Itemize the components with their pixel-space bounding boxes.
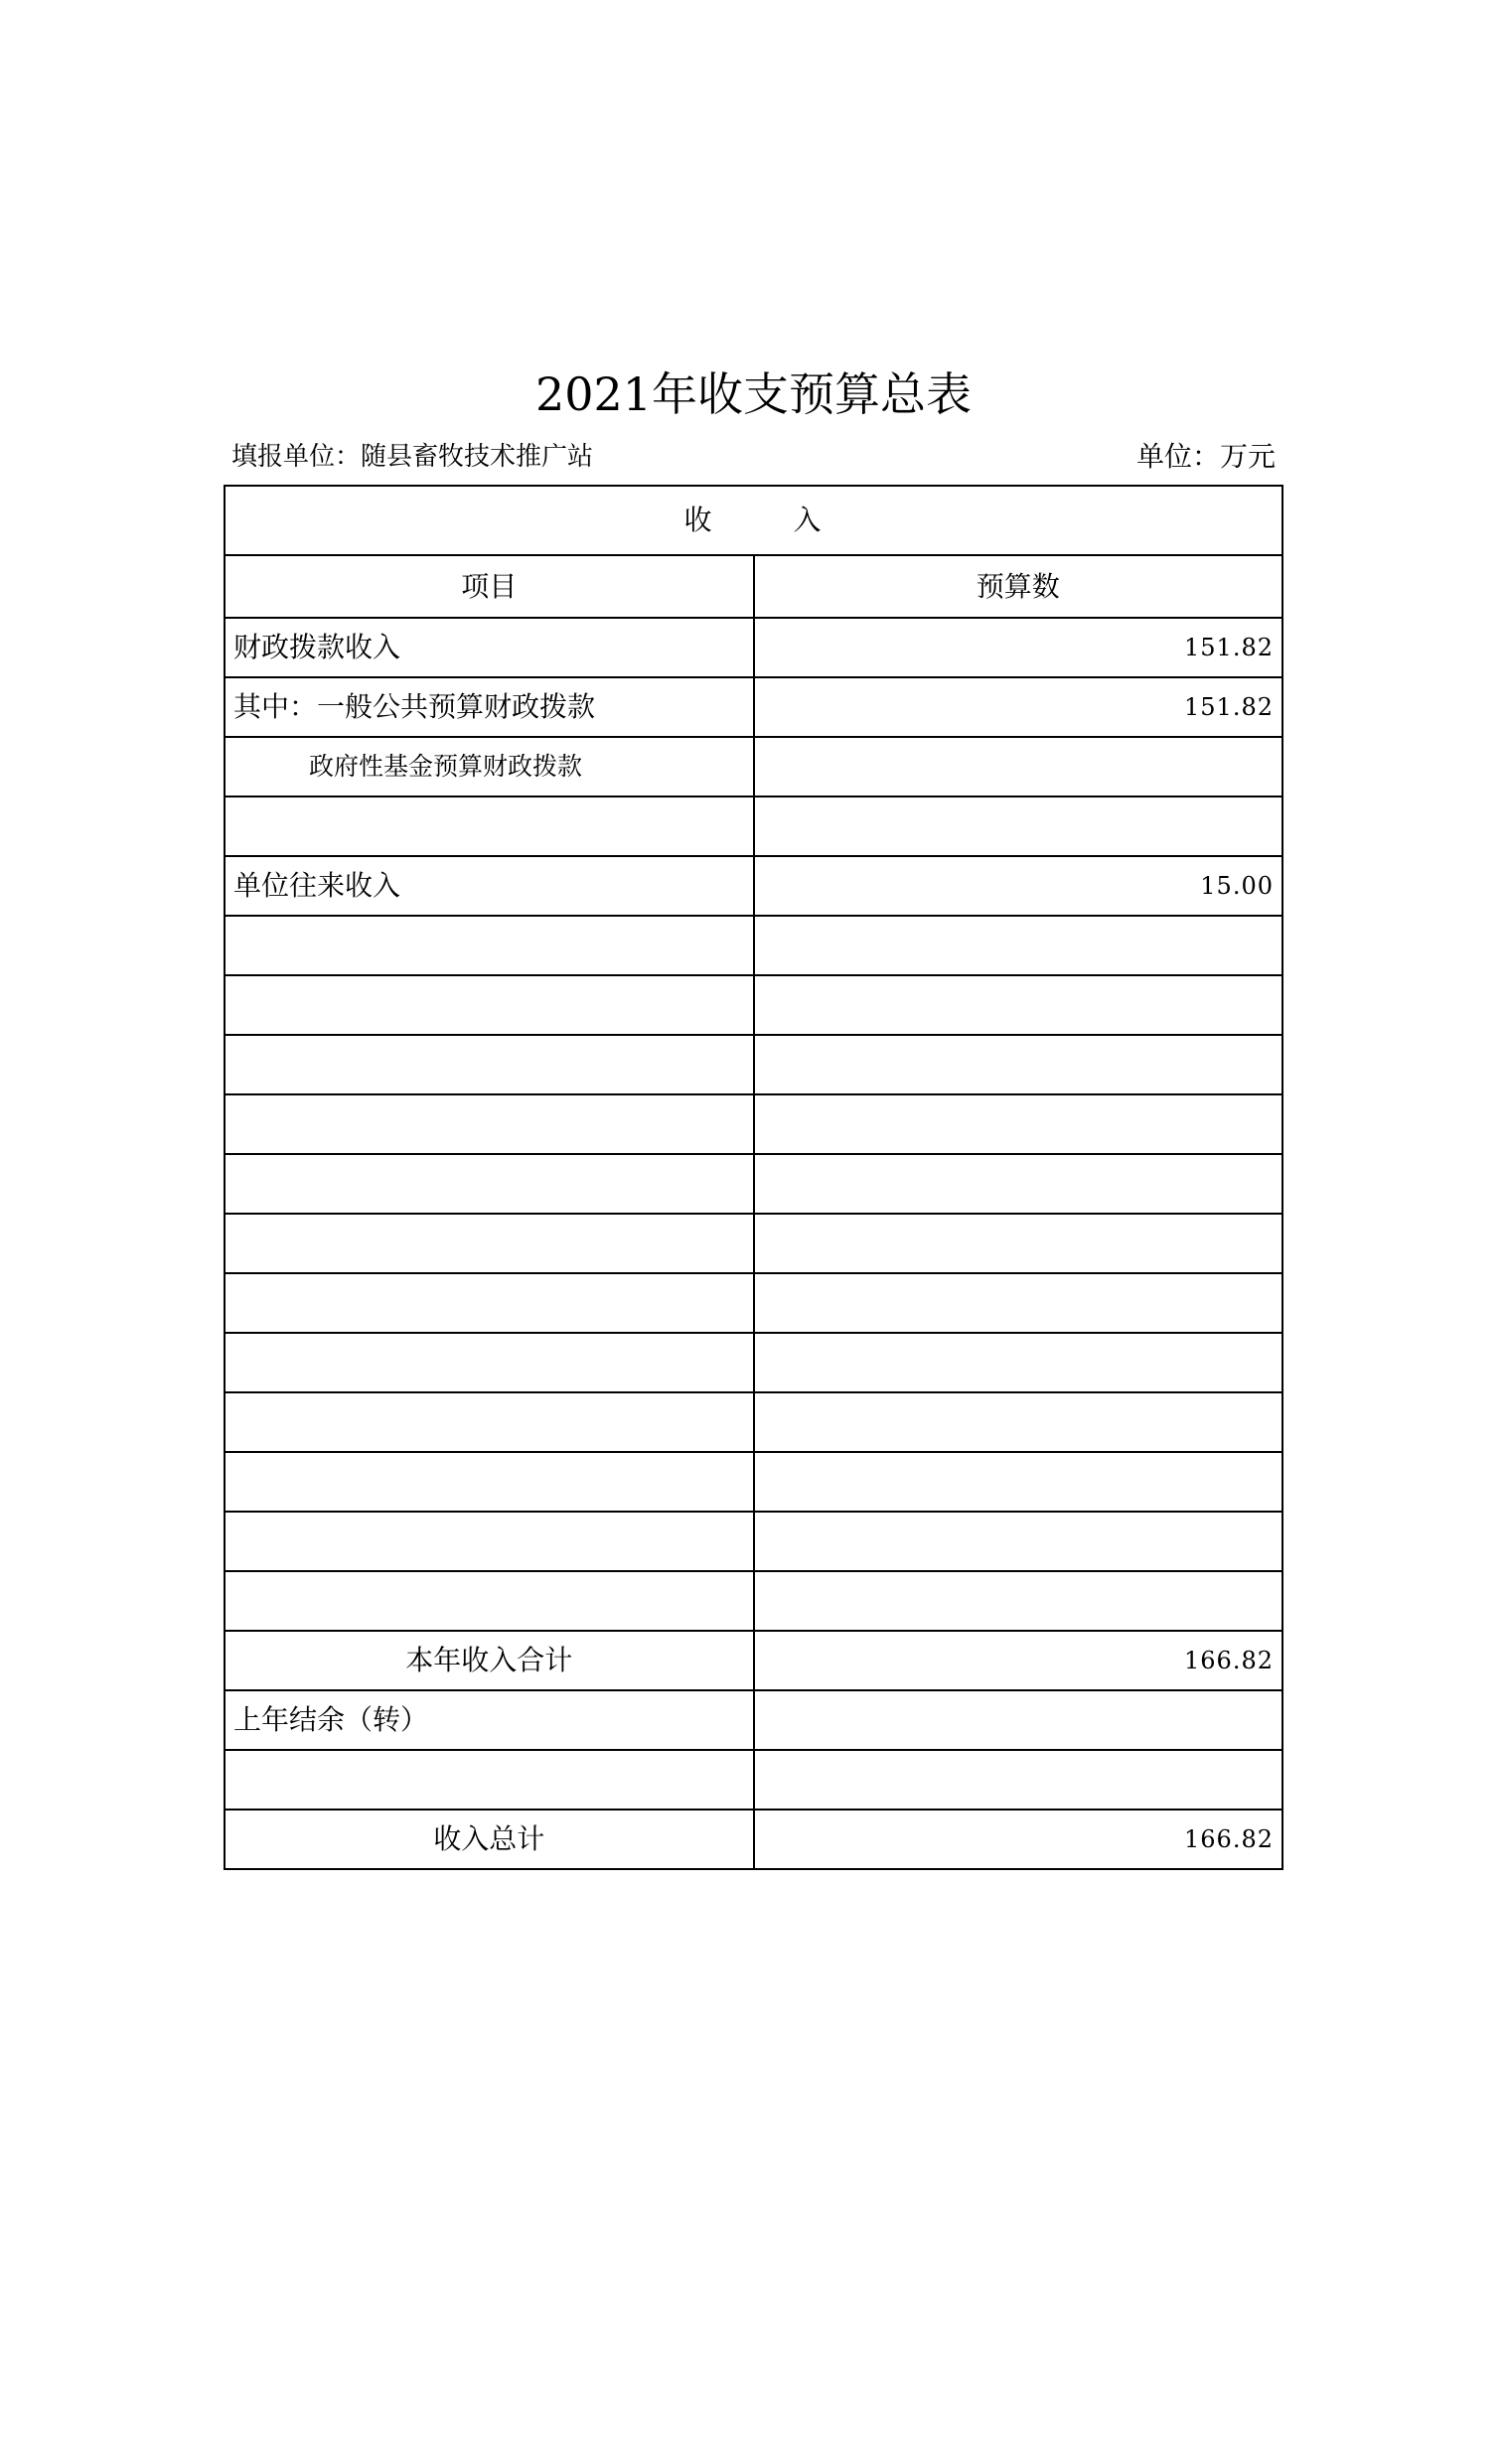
row-value: 151.82: [754, 618, 1283, 677]
row-value: 151.82: [754, 677, 1283, 737]
reporting-unit: 填报单位：随县畜牧技术推广站: [231, 442, 594, 472]
row-value: [754, 1035, 1283, 1094]
row-label: [225, 1571, 754, 1631]
row-value: [754, 1333, 1283, 1392]
table-row: [225, 1154, 1282, 1214]
row-label: 上年结余（转）: [225, 1690, 754, 1750]
table-row: [225, 737, 1282, 797]
row-label: [225, 1512, 754, 1571]
table-row: [225, 1750, 1282, 1810]
table-row: [225, 618, 1282, 677]
row-value: [754, 1452, 1283, 1512]
row-value: [754, 975, 1283, 1035]
row-value: [754, 1094, 1283, 1154]
subtotal-value: 166.82: [754, 1631, 1283, 1690]
table-row: [225, 1452, 1282, 1512]
row-label: 财政拨款收入: [225, 618, 754, 677]
row-label: [225, 1094, 754, 1154]
currency-unit: 单位：万元: [1135, 440, 1276, 473]
row-value: [754, 916, 1283, 975]
subtotal-row: [225, 1631, 1282, 1690]
row-value: [754, 1690, 1283, 1750]
section-header-left: 收: [683, 504, 714, 536]
total-value: 166.82: [754, 1810, 1283, 1869]
table-row: [225, 916, 1282, 975]
table-row: [225, 797, 1282, 856]
row-value: [754, 1512, 1283, 1571]
table-row: [225, 1512, 1282, 1571]
table-row: [225, 677, 1282, 737]
row-label: [225, 1035, 754, 1094]
row-label: 其中：一般公共预算财政拨款: [225, 677, 754, 737]
section-header-row: [225, 486, 1282, 555]
row-label: [225, 1392, 754, 1452]
row-label: [225, 1333, 754, 1392]
column-header-item: 项目: [225, 555, 754, 618]
row-value: [754, 1750, 1283, 1810]
table-row: [225, 1690, 1282, 1750]
column-header-row: [225, 555, 1282, 618]
column-header-budget: 预算数: [754, 555, 1283, 618]
table-row: [225, 1094, 1282, 1154]
row-value: [754, 1214, 1283, 1273]
row-label: [225, 1750, 754, 1810]
table-row: [225, 1273, 1282, 1333]
page-title: 2021年收支预算总表: [534, 367, 973, 421]
section-header: [225, 486, 1282, 555]
row-value: [754, 1273, 1283, 1333]
row-label: 单位往来收入: [225, 856, 754, 916]
row-label: 政府性基金预算财政拨款: [225, 737, 754, 797]
row-label: [225, 975, 754, 1035]
row-value: [754, 797, 1283, 856]
row-value: [754, 737, 1283, 797]
row-label: [225, 1273, 754, 1333]
table-row: [225, 1571, 1282, 1631]
row-label: [225, 916, 754, 975]
subtotal-label: 本年收入合计: [225, 1631, 754, 1690]
row-value: 15.00: [754, 856, 1283, 916]
table-row: [225, 1035, 1282, 1094]
table-row: [225, 1214, 1282, 1273]
row-label: [225, 1154, 754, 1214]
budget-table: [224, 485, 1283, 1870]
table-row: [225, 856, 1282, 916]
table-row: [225, 1333, 1282, 1392]
row-label: [225, 797, 754, 856]
table-row: [225, 1392, 1282, 1452]
row-value: [754, 1392, 1283, 1452]
total-row: [225, 1810, 1282, 1869]
row-value: [754, 1154, 1283, 1214]
total-label: 收入总计: [225, 1810, 754, 1869]
section-header-right: 入: [793, 504, 824, 536]
row-value: [754, 1571, 1283, 1631]
row-label: [225, 1452, 754, 1512]
table-row: [225, 975, 1282, 1035]
row-label: [225, 1214, 754, 1273]
